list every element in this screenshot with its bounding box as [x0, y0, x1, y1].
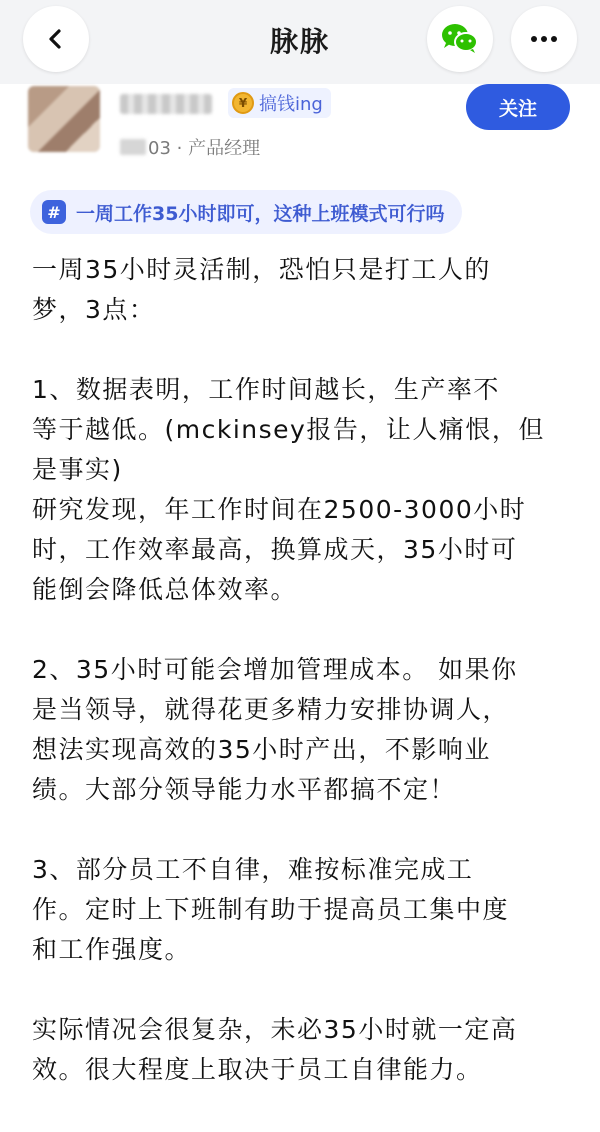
post-line: 研究发现，年工作时间在2500-3000小时 [32, 495, 527, 524]
post-line: 能倒会降低总体效率。 [32, 575, 298, 604]
badge-label: 搞钱ing [259, 94, 323, 115]
post-line: 是事实) [32, 455, 123, 484]
author-meta [120, 134, 260, 160]
page-title: 脉脉 [269, 25, 330, 58]
post-line: 绩。大部分领导能力水平都搞不定！ [32, 775, 457, 804]
post-line [32, 970, 577, 1010]
author-row [0, 84, 600, 174]
post-line: 是当领导，就得花更多精力安排协调人， [32, 695, 510, 724]
post-line: 和工作强度。 [32, 935, 192, 964]
post-line: 一周35小时灵活制，恐怕只是打工人的 [32, 255, 491, 284]
meta-blurred [120, 139, 146, 155]
avatar[interactable] [28, 86, 100, 152]
more-horizontal-icon [529, 35, 559, 43]
author-name-blurred[interactable] [120, 94, 212, 114]
post-line: 实际情况会很复杂，未必35小时就一定高 [32, 1015, 518, 1044]
post-line: 想法实现高效的35小时产出，不影响业 [32, 735, 491, 764]
post-line [32, 610, 577, 650]
author-meta-text: 03 · 产品经理 [148, 138, 261, 159]
post-line: 2、35小时可能会增加管理成本。 如果你 [32, 655, 518, 684]
follow-button[interactable]: 关注 [466, 84, 570, 130]
topic-text: 一周工作35小时即可，这种上班模式可行吗 [76, 202, 445, 225]
post-line: 作。定时上下班制有助于提高员工集中度 [32, 895, 510, 924]
wechat-icon [440, 22, 480, 56]
post-line: 时，工作效率最高，换算成天，35小时可 [32, 535, 518, 564]
post-line: 效。很大程度上取决于员工自律能力。 [32, 1055, 483, 1084]
post-line [32, 810, 577, 850]
share-wechat-button[interactable] [427, 6, 493, 72]
post-line: 梦，3点： [32, 295, 156, 324]
more-options-button[interactable] [511, 6, 577, 72]
author-badge [228, 88, 331, 118]
post-line: 3、部分员工不自律，难按标准完成工 [32, 855, 474, 884]
coin-icon: ¥ [232, 92, 254, 114]
post-line: 等于越低。(mckinsey报告，让人痛恨，但 [32, 415, 545, 444]
post-line [32, 330, 577, 370]
hashtag-icon: # [42, 200, 66, 224]
top-nav-bar [0, 0, 600, 84]
topic-tag[interactable] [30, 190, 462, 234]
post-body [32, 250, 577, 1090]
post-line: 1、数据表明，工作时间越长，生产率不 [32, 375, 500, 404]
